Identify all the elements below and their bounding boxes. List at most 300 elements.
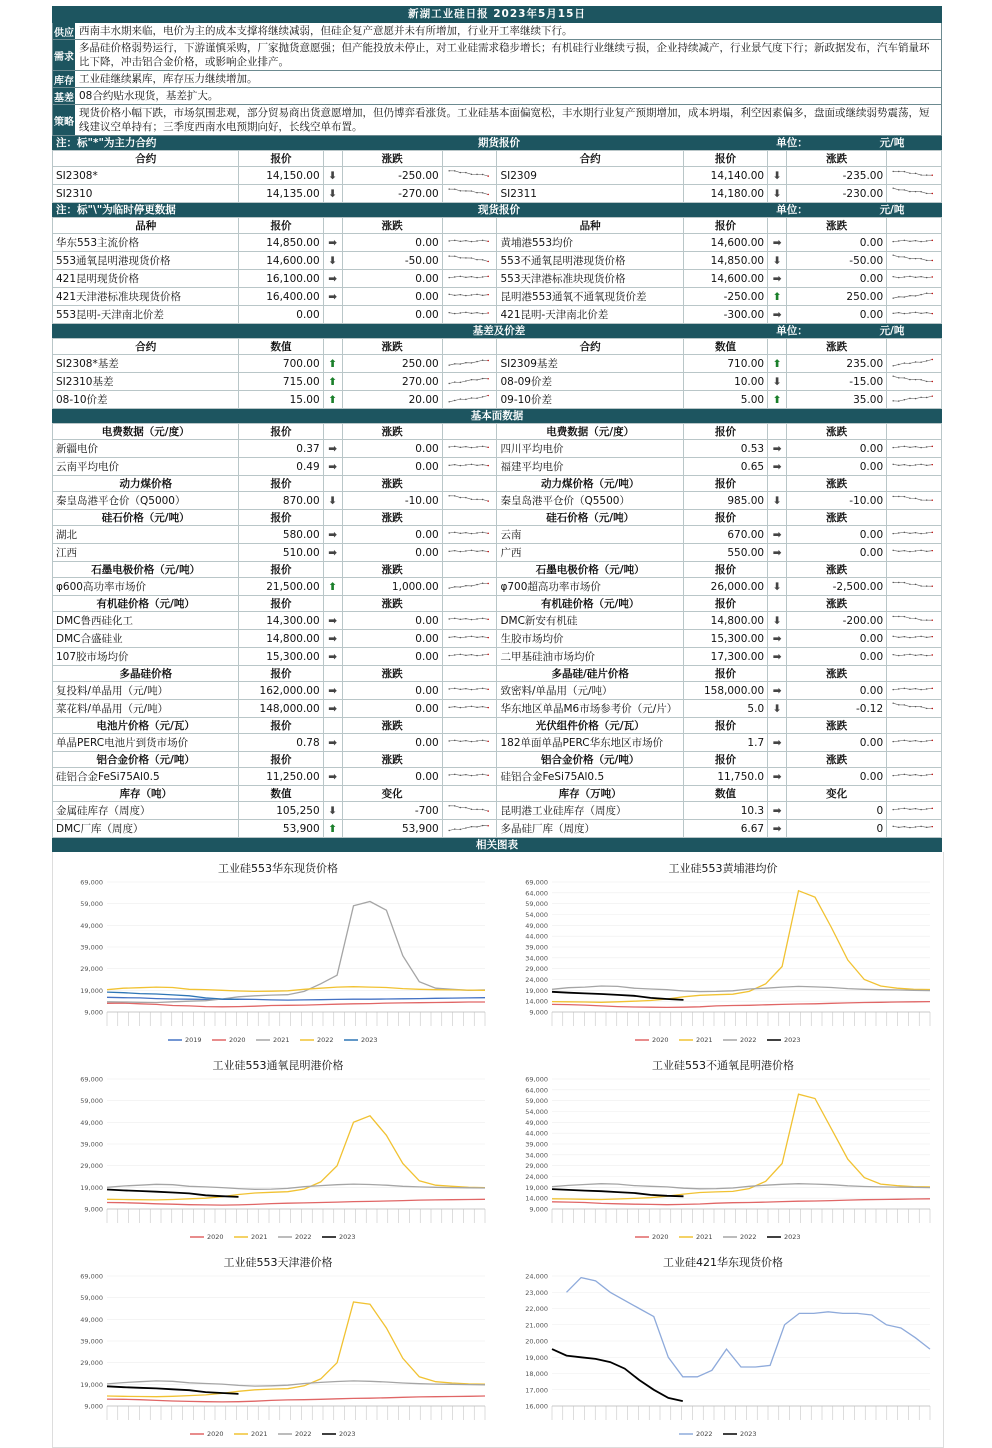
y-tick-label: 59,000	[80, 1097, 103, 1106]
item-value: 0.53	[683, 440, 767, 458]
series-line-2023	[552, 1189, 684, 1196]
item-value: 0.37	[239, 440, 323, 458]
y-tick-label: 24,000	[525, 1272, 548, 1281]
table-row	[53, 682, 942, 700]
sparkline	[446, 734, 494, 748]
arrow-right-icon: ➡	[323, 440, 342, 458]
summary-section	[52, 23, 942, 136]
trend-sparkline	[442, 612, 497, 630]
item-name: 多晶硅厂库（周度）	[497, 820, 683, 838]
arrow-up-icon: ⬆	[323, 391, 342, 409]
series-line-2023	[552, 992, 684, 1000]
unit-value: 元/吨	[879, 204, 905, 216]
item-name: 421昆明现货价格	[53, 270, 239, 288]
item-value: 162,000.00	[239, 682, 323, 700]
item-value: 510.00	[239, 544, 323, 562]
col-spacer	[323, 218, 342, 234]
item-change: 0.00	[787, 768, 887, 786]
item-name: 昆明港553通氧不通氧现货价差	[497, 288, 683, 306]
y-tick-label: 16,000	[525, 1402, 548, 1411]
legend-label: 2023	[339, 1233, 356, 1241]
sparkline	[890, 185, 938, 199]
col-spacer	[887, 476, 942, 492]
y-tick-label: 29,000	[525, 1162, 548, 1171]
group-title: 电池片价格（元/瓦）	[53, 718, 239, 734]
summary-text: 08合约贴水现货，基差扩大。	[79, 90, 219, 102]
summary-row	[52, 71, 942, 88]
trend-sparkline	[442, 492, 497, 510]
trend-sparkline	[887, 355, 942, 373]
item-name: 新疆电价	[53, 440, 239, 458]
daily-report	[52, 6, 942, 1448]
item-value: 710.00	[683, 355, 767, 373]
col-header: 涨跌	[787, 151, 887, 167]
item-value: 16,100.00	[239, 270, 323, 288]
arrow-down-icon: ⬇	[323, 167, 342, 185]
group-title: 硅石价格（元/吨）	[53, 510, 239, 526]
item-name: SI2308*基差	[53, 355, 239, 373]
y-tick-label: 49,000	[80, 1315, 103, 1324]
y-tick-label: 39,000	[80, 1140, 103, 1149]
y-tick-label: 29,000	[525, 965, 548, 974]
line-chart	[63, 1254, 493, 1444]
sparkline	[446, 440, 494, 454]
col-spacer	[887, 339, 942, 355]
trend-sparkline	[887, 526, 942, 544]
legend-label: 2019	[185, 1036, 202, 1044]
item-change: 0.00	[342, 270, 442, 288]
line-chart	[508, 860, 938, 1050]
col-spacer	[887, 596, 942, 612]
table-row	[53, 288, 942, 306]
col-header: 品种	[53, 218, 239, 234]
y-tick-label: 59,000	[80, 1294, 103, 1303]
y-tick-label: 9,000	[84, 1008, 103, 1017]
item-change: -50.00	[787, 252, 887, 270]
unit-prefix: 单位：	[776, 137, 808, 149]
line-chart	[508, 1254, 938, 1444]
item-name: 硅铝合金FeSi75Al0.5	[497, 768, 683, 786]
item-value: 53,900	[239, 820, 323, 838]
arrow-right-icon: ➡	[323, 768, 342, 786]
col-spacer	[442, 596, 497, 612]
legend-label: 2022	[295, 1430, 312, 1438]
item-change: 0	[787, 820, 887, 838]
group-header-row	[53, 718, 942, 734]
sparkline	[890, 578, 938, 592]
item-change: 0.00	[342, 768, 442, 786]
arrow-right-icon: ➡	[768, 630, 787, 648]
col-header: 涨跌	[342, 339, 442, 355]
col-spacer	[323, 718, 342, 734]
y-tick-label: 44,000	[525, 1129, 548, 1138]
trend-sparkline	[887, 768, 942, 786]
col-header: 涨跌	[787, 218, 887, 234]
item-name: 182单面单晶PERC华东地区市场价	[497, 734, 683, 752]
item-value: 10.00	[683, 373, 767, 391]
item-name: SI2309	[497, 167, 683, 185]
item-value: 700.00	[239, 355, 323, 373]
y-tick-label: 69,000	[80, 1075, 103, 1084]
trend-sparkline	[887, 612, 942, 630]
col-spacer	[768, 424, 787, 440]
futures-table	[52, 150, 942, 203]
col-header: 涨跌	[787, 510, 887, 526]
charts-header	[52, 838, 942, 852]
trend-sparkline	[442, 167, 497, 185]
item-value: 14,800.00	[683, 612, 767, 630]
col-header: 数值	[239, 786, 323, 802]
trend-sparkline	[442, 802, 497, 820]
col-spacer	[768, 666, 787, 682]
item-name: 致密料/单晶用（元/吨）	[497, 682, 683, 700]
summary-label: 策略	[53, 105, 75, 135]
item-name: 菜花料/单晶用（元/吨）	[53, 700, 239, 718]
arrow-right-icon: ➡	[323, 288, 342, 306]
col-header: 涨跌	[787, 424, 887, 440]
arrow-right-icon: ➡	[323, 682, 342, 700]
item-change: -50.00	[342, 252, 442, 270]
section-note	[52, 324, 351, 338]
table-row	[53, 373, 942, 391]
arrow-right-icon: ➡	[768, 734, 787, 752]
report-title: 新湖工业硅日报 2023年5月15日	[52, 6, 942, 23]
col-spacer	[323, 424, 342, 440]
item-change: 0.00	[787, 270, 887, 288]
trend-sparkline	[887, 492, 942, 510]
sparkline	[446, 802, 494, 816]
sparkline	[890, 700, 938, 714]
col-header: 报价	[239, 424, 323, 440]
sparkline	[890, 458, 938, 472]
unit-label	[647, 203, 942, 217]
sparkline	[890, 167, 938, 181]
col-header: 涨跌	[787, 752, 887, 768]
series-line-2022	[107, 1184, 485, 1189]
y-tick-label: 69,000	[80, 1272, 103, 1281]
series-line-2021	[107, 1302, 485, 1397]
trend-sparkline	[887, 802, 942, 820]
col-spacer	[323, 476, 342, 492]
group-header-row	[53, 562, 942, 578]
y-tick-label: 9,000	[529, 1205, 548, 1214]
col-header: 变化	[787, 786, 887, 802]
item-name: 昆明港工业硅库存（周度）	[497, 802, 683, 820]
legend-label: 2023	[339, 1430, 356, 1438]
sparkline	[446, 648, 494, 662]
y-tick-label: 34,000	[525, 1151, 548, 1160]
item-name: φ600高功率市场价	[53, 578, 239, 596]
item-change: 0.00	[342, 630, 442, 648]
legend-label: 2020	[229, 1036, 246, 1044]
col-header: 报价	[239, 151, 323, 167]
arrow-right-icon: ➡	[323, 526, 342, 544]
trend-sparkline	[442, 768, 497, 786]
arrow-up-icon: ⬆	[323, 820, 342, 838]
legend-label: 2022	[317, 1036, 334, 1044]
summary-text: 现货价格小幅下跌，市场氛围悲观，部分贸易商出货意愿增加，但仍博弈看涨货。工业硅基本面偏宽松，丰水期行业复产预期增加，成本坍塌，利空因素偏多，盘面或继续弱势震荡，短线建议空单持有；三季度西南水电预期向好，长线空单布置。	[79, 107, 930, 133]
col-spacer	[887, 562, 942, 578]
legend-label: 2021	[251, 1430, 268, 1438]
item-change: 0.00	[342, 288, 442, 306]
sparkline	[890, 306, 938, 320]
col-header: 合约	[497, 339, 683, 355]
futures-header	[52, 136, 942, 150]
col-header: 涨跌	[787, 339, 887, 355]
header-row	[53, 339, 942, 355]
group-title: 动力煤价格（元/吨）	[497, 476, 683, 492]
item-change: 20.00	[342, 391, 442, 409]
col-spacer	[768, 339, 787, 355]
y-tick-label: 69,000	[80, 878, 103, 887]
group-title: 多晶硅价格	[53, 666, 239, 682]
table-row	[53, 700, 942, 718]
sparkline	[890, 373, 938, 387]
line-chart	[63, 1057, 493, 1247]
y-tick-label: 39,000	[80, 943, 103, 952]
col-spacer	[442, 510, 497, 526]
col-spacer	[442, 562, 497, 578]
sparkline	[446, 700, 494, 714]
item-value: -300.00	[683, 306, 767, 324]
item-name: DMC合盛硅业	[53, 630, 239, 648]
item-value: 14,300.00	[239, 612, 323, 630]
item-value: 0.00	[239, 306, 323, 324]
y-tick-label: 14,000	[525, 997, 548, 1006]
header-row	[53, 218, 942, 234]
trend-sparkline	[887, 270, 942, 288]
legend-label: 2021	[273, 1036, 290, 1044]
item-value: 14,850.00	[239, 234, 323, 252]
arrow-right-icon: ➡	[323, 700, 342, 718]
y-tick-label: 19,000	[525, 1183, 548, 1192]
legend-label: 2022	[295, 1233, 312, 1241]
arrow-right-icon: ➡	[768, 648, 787, 666]
col-spacer	[768, 752, 787, 768]
y-tick-label: 59,000	[525, 1097, 548, 1106]
group-header-row	[53, 596, 942, 612]
col-spacer	[442, 218, 497, 234]
item-value: 105,250	[239, 802, 323, 820]
item-name: 553昆明-天津南北价差	[53, 306, 239, 324]
item-name: DMC鲁西硅化工	[53, 612, 239, 630]
col-spacer	[323, 786, 342, 802]
item-change: -250.00	[342, 167, 442, 185]
col-header: 涨跌	[342, 476, 442, 492]
trend-sparkline	[887, 252, 942, 270]
item-value: 580.00	[239, 526, 323, 544]
sparkline	[446, 288, 494, 302]
arrow-down-icon: ⬇	[768, 185, 787, 203]
table-row	[53, 648, 942, 666]
item-value: 0.78	[239, 734, 323, 752]
col-header: 报价	[683, 218, 767, 234]
unit-label	[647, 136, 942, 150]
table-row	[53, 306, 942, 324]
item-name: 单晶PERC电池片到货市场价	[53, 734, 239, 752]
col-header: 报价	[239, 718, 323, 734]
trend-sparkline	[442, 648, 497, 666]
item-value: 10.3	[683, 802, 767, 820]
col-spacer	[442, 786, 497, 802]
charts-area	[52, 852, 944, 1448]
sparkline	[890, 391, 938, 405]
item-value: 26,000.00	[683, 578, 767, 596]
item-value: 14,140.00	[683, 167, 767, 185]
arrow-right-icon: ➡	[768, 270, 787, 288]
item-change: 270.00	[342, 373, 442, 391]
sparkline	[890, 682, 938, 696]
table-row	[53, 492, 942, 510]
col-header: 合约	[497, 151, 683, 167]
y-tick-label: 23,000	[525, 1288, 548, 1297]
col-spacer	[887, 151, 942, 167]
item-change: -10.00	[787, 492, 887, 510]
col-header: 涨跌	[342, 752, 442, 768]
legend-label: 2022	[696, 1430, 713, 1438]
arrow-right-icon	[323, 306, 342, 324]
sparkline	[446, 820, 494, 834]
trend-sparkline	[887, 630, 942, 648]
sparkline	[890, 526, 938, 540]
col-spacer	[887, 752, 942, 768]
item-value: 17,300.00	[683, 648, 767, 666]
y-tick-label: 17,000	[525, 1386, 548, 1395]
col-spacer	[887, 666, 942, 682]
item-name: SI2309基差	[497, 355, 683, 373]
arrow-up-icon: ⬆	[323, 355, 342, 373]
item-name: 华东553主流价格	[53, 234, 239, 252]
section-note: 注：标"\"为临时停更数据	[56, 204, 176, 216]
item-name: 09-10价差	[497, 391, 683, 409]
col-spacer	[323, 339, 342, 355]
col-spacer	[442, 339, 497, 355]
arrow-right-icon: ➡	[768, 682, 787, 700]
unit-prefix: 单位：	[776, 204, 808, 216]
y-tick-label: 9,000	[84, 1205, 103, 1214]
item-name: 硅铝合金FeSi75Al0.5	[53, 768, 239, 786]
sparkline	[446, 768, 494, 782]
item-change: 235.00	[787, 355, 887, 373]
item-change: 250.00	[342, 355, 442, 373]
trend-sparkline	[887, 682, 942, 700]
item-value: 670.00	[683, 526, 767, 544]
col-spacer	[442, 476, 497, 492]
arrow-up-icon: ⬆	[768, 288, 787, 306]
sparkline	[446, 612, 494, 626]
fundamentals-table	[52, 423, 942, 838]
series-line-2022	[552, 1184, 930, 1189]
sparkline	[446, 355, 494, 369]
item-name: 江西	[53, 544, 239, 562]
item-name: 二甲基硅油市场均价	[497, 648, 683, 666]
arrow-right-icon: ➡	[768, 544, 787, 562]
table-row	[53, 355, 942, 373]
summary-row	[52, 88, 942, 105]
col-spacer	[323, 562, 342, 578]
legend-label: 2020	[652, 1036, 669, 1044]
item-change: 0.00	[787, 306, 887, 324]
arrow-right-icon: ➡	[768, 440, 787, 458]
col-spacer	[442, 718, 497, 734]
y-tick-label: 19,000	[80, 1380, 103, 1389]
trend-sparkline	[887, 234, 942, 252]
legend-label: 2023	[784, 1233, 801, 1241]
col-header: 合约	[53, 151, 239, 167]
col-spacer	[768, 476, 787, 492]
series-line-2022	[107, 987, 485, 992]
section-title: 基差及价差	[472, 325, 526, 337]
item-change: 0.00	[787, 648, 887, 666]
table-row	[53, 802, 942, 820]
item-change: 1,000.00	[342, 578, 442, 596]
arrow-up-icon: ⬆	[768, 355, 787, 373]
trend-sparkline	[887, 288, 942, 306]
item-change: 0.00	[342, 526, 442, 544]
group-title: 库存（万吨）	[497, 786, 683, 802]
arrow-down-icon: ⬇	[768, 373, 787, 391]
item-value: 15.00	[239, 391, 323, 409]
arrow-right-icon: ➡	[323, 734, 342, 752]
item-name: SI2308*	[53, 167, 239, 185]
item-change: 0.00	[342, 234, 442, 252]
col-header: 报价	[239, 596, 323, 612]
item-name: DMC新安有机硅	[497, 612, 683, 630]
arrow-right-icon: ➡	[768, 768, 787, 786]
spot-table	[52, 217, 942, 324]
y-tick-label: 24,000	[525, 976, 548, 984]
y-tick-label: 18,000	[525, 1370, 548, 1378]
fundamentals-header	[52, 409, 942, 423]
trend-sparkline	[442, 682, 497, 700]
y-tick-label: 19,000	[525, 986, 548, 995]
sparkline	[890, 234, 938, 248]
sparkline	[446, 270, 494, 284]
arrow-down-icon: ⬇	[768, 578, 787, 596]
col-header: 涨跌	[787, 718, 887, 734]
item-change: 0.00	[342, 306, 442, 324]
item-name: 湖北	[53, 526, 239, 544]
legend-label: 2022	[740, 1036, 757, 1044]
y-tick-label: 34,000	[525, 954, 548, 963]
col-header: 报价	[683, 510, 767, 526]
item-change: 0.00	[342, 648, 442, 666]
trend-sparkline	[442, 185, 497, 203]
arrow-down-icon: ⬇	[768, 612, 787, 630]
col-header: 数值	[683, 786, 767, 802]
col-header: 报价	[239, 510, 323, 526]
item-change: 0.00	[787, 526, 887, 544]
table-row	[53, 612, 942, 630]
line-chart	[508, 1057, 938, 1247]
y-tick-label: 9,000	[529, 1008, 548, 1017]
trend-sparkline	[442, 440, 497, 458]
unit-label	[647, 324, 942, 338]
item-change: -0.12	[787, 700, 887, 718]
arrow-right-icon: ➡	[323, 612, 342, 630]
item-value: -250.00	[683, 288, 767, 306]
trend-sparkline	[887, 820, 942, 838]
col-header: 涨跌	[787, 562, 887, 578]
col-header: 涨跌	[342, 510, 442, 526]
item-value: 14,150.00	[239, 167, 323, 185]
col-spacer	[442, 151, 497, 167]
group-header-row	[53, 510, 942, 526]
col-header: 报价	[683, 562, 767, 578]
item-value: 14,800.00	[239, 630, 323, 648]
col-header: 报价	[683, 424, 767, 440]
trend-sparkline	[887, 578, 942, 596]
